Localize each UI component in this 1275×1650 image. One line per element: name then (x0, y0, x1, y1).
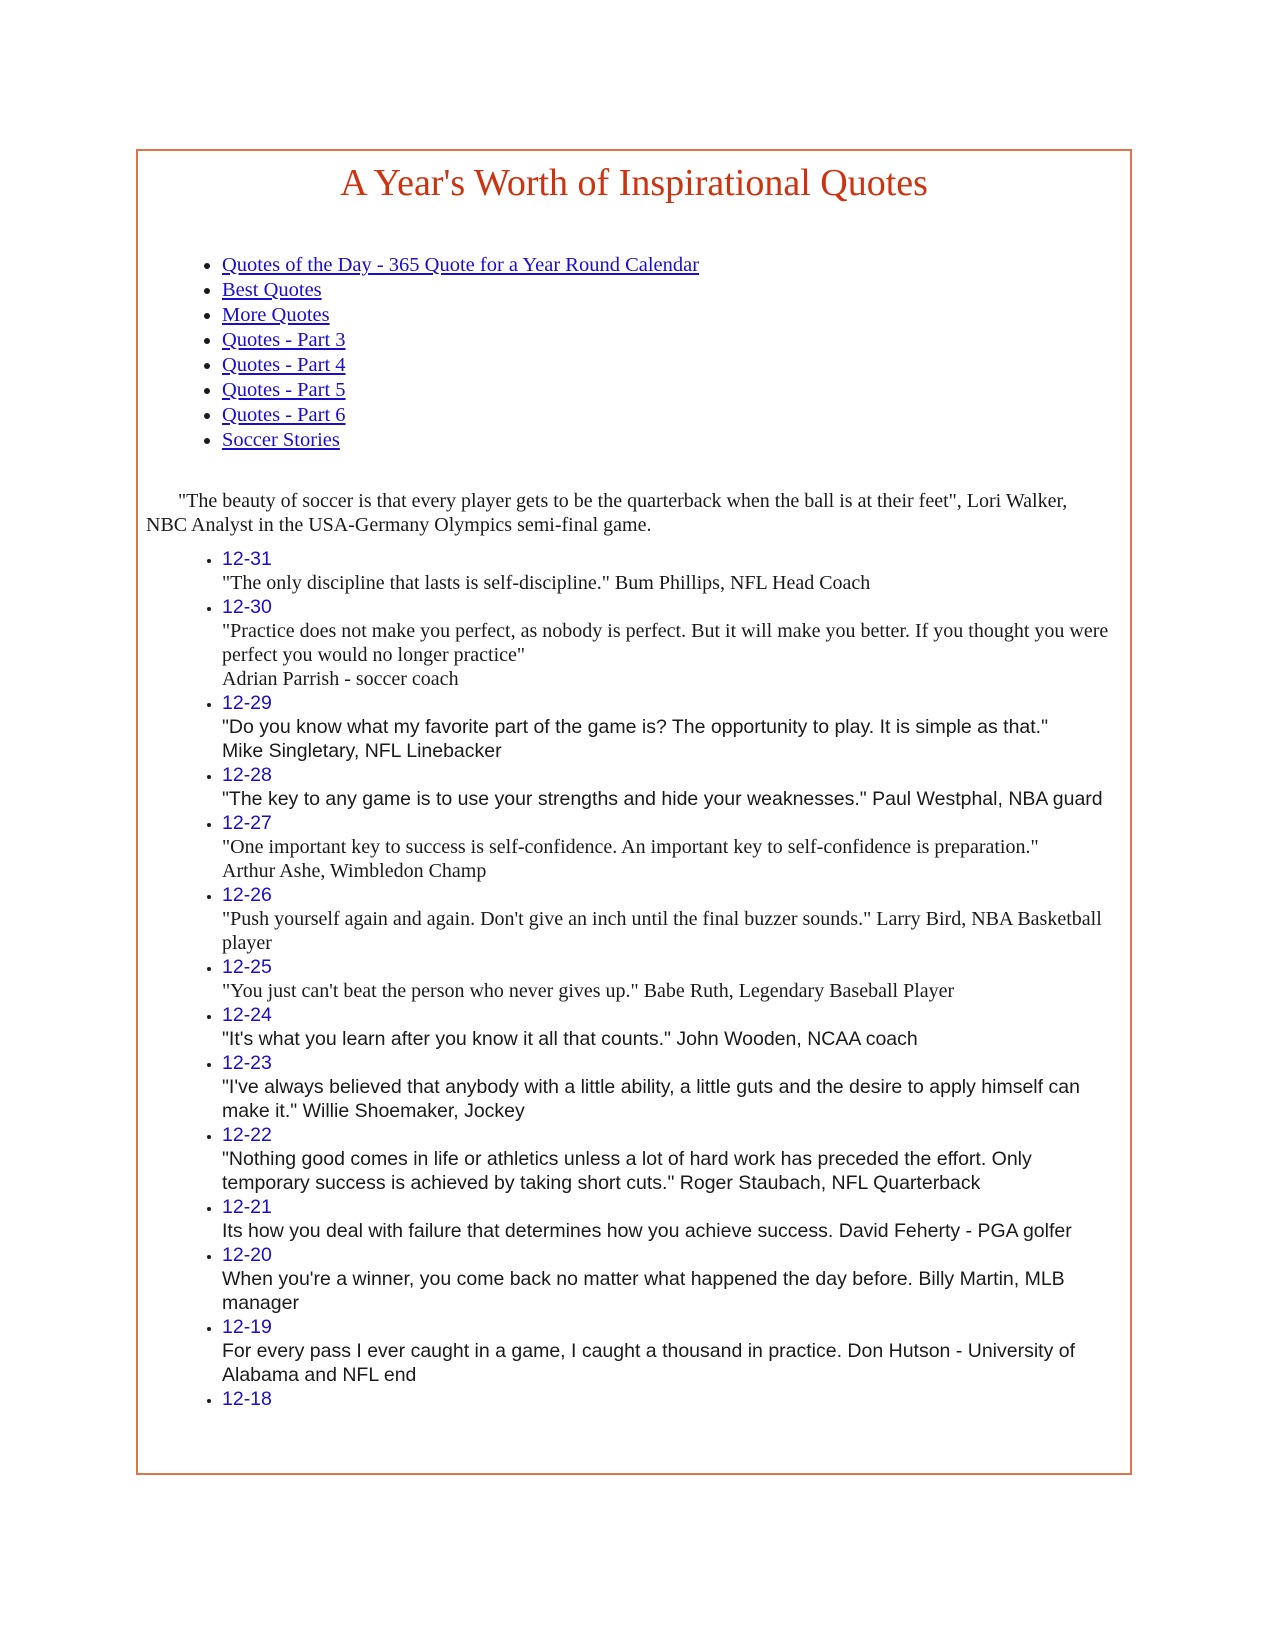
link-soccer-stories[interactable]: Soccer Stories (222, 429, 340, 451)
quote-item (222, 1243, 1112, 1315)
link-quotes-part-6[interactable]: Quotes - Part 6 (222, 404, 346, 426)
list-item (222, 353, 699, 378)
list-item (222, 378, 699, 403)
quote-text: "The key to any game is to use your strengths and hide your weaknesses." Paul Westphal, NBA guard (222, 788, 1103, 810)
quote-item (222, 811, 1112, 883)
quote-date: • 12-27 (222, 812, 272, 834)
quote-date: • 12-20 (222, 1244, 272, 1266)
list-item (222, 428, 699, 453)
quote-list (182, 547, 1112, 1411)
quote-item (222, 547, 1112, 595)
quote-date: • 12-23 (222, 1052, 272, 1074)
quote-text: When you're a winner, you come back no matter what happened the day before. Billy Martin, MLB manager (222, 1268, 1065, 1314)
page-frame (136, 149, 1132, 1475)
quote-text: "Do you know what my favorite part of the game is? The opportunity to play. It is simple as that." (222, 716, 1049, 738)
quote-item (222, 1315, 1112, 1387)
list-item (222, 278, 699, 303)
quote-item (222, 691, 1112, 763)
quote-date: • 12-19 (222, 1316, 272, 1338)
quote-date: • 12-25 (222, 956, 272, 978)
list-item (222, 253, 699, 278)
quote-date: • 12-30 (222, 596, 272, 618)
quote-text: "You just can't beat the person who never gives up." Babe Ruth, Legendary Baseball Player (222, 980, 955, 1002)
quote-text: "One important key to success is self-confidence. An important key to self-confidence is preparation." (222, 836, 1039, 858)
link-quotes-part-4[interactable]: Quotes - Part 4 (222, 354, 346, 376)
quote-item (222, 1003, 1112, 1051)
list-item (222, 403, 699, 428)
link-quotes-of-the-day[interactable]: Quotes of the Day - 365 Quote for a Year Round Calendar (222, 254, 700, 276)
quote-date: • 12-28 (222, 764, 272, 786)
quote-item (222, 955, 1112, 1003)
quote-text: Its how you deal with failure that determines how you achieve success. David Feherty - PGA golfer (222, 1220, 1072, 1242)
quote-item (222, 883, 1112, 955)
quote-date: • 12-31 (222, 548, 272, 570)
link-more-quotes[interactable]: More Quotes (222, 304, 330, 326)
intro-quote: "The beauty of soccer is that every player gets to be the quarterback when the ball is at their feet", Lori Walker, NBC Analyst in the USA-Germany Olympics semi-final game. (146, 490, 1068, 536)
list-item (222, 303, 699, 328)
quote-text: "It's what you learn after you know it all that counts." John Wooden, NCAA coach (222, 1028, 918, 1050)
link-quotes-part-3[interactable]: Quotes - Part 3 (222, 329, 346, 351)
quote-item (222, 1387, 1112, 1411)
link-quotes-part-5[interactable]: Quotes - Part 5 (222, 379, 346, 401)
quote-date: • 12-22 (222, 1124, 272, 1146)
link-best-quotes[interactable]: Best Quotes (222, 279, 322, 301)
quote-text: "The only discipline that lasts is self-discipline." Bum Phillips, NFL Head Coach (222, 572, 871, 594)
quote-date: • 12-26 (222, 884, 272, 906)
quote-date: • 12-21 (222, 1196, 272, 1218)
quote-text: "Nothing good comes in life or athletics unless a lot of hard work has preceded the effort. Only temporary success is achieved by taking short cuts." Roger Staubach, NFL Quarterback (222, 1148, 1032, 1194)
list-item (222, 328, 699, 353)
quote-text: "Practice does not make you perfect, as nobody is perfect. But it will make you better. If you thought you were perfect you would no longer practice" (222, 620, 1109, 666)
quote-text: For every pass I ever caught in a game, I caught a thousand in practice. Don Hutson - University of Alabama and NFL end (222, 1340, 1076, 1386)
quote-date: • 12-18 (222, 1388, 272, 1410)
quote-item (222, 595, 1112, 691)
quote-date: • 12-29 (222, 692, 272, 714)
quote-author: Mike Singletary, NFL Linebacker (222, 740, 502, 762)
quote-text: "Push yourself again and again. Don't give an inch until the final buzzer sounds." Larry Bird, NBA Basketball player (222, 908, 1102, 954)
link-list (182, 253, 699, 453)
quote-author: Adrian Parrish - soccer coach (222, 668, 459, 690)
quote-author: Arthur Ashe, Wimbledon Champ (222, 860, 487, 882)
page-title: A Year's Worth of Inspirational Quotes (340, 162, 928, 204)
quote-item (222, 1123, 1112, 1195)
quote-item (222, 1051, 1112, 1123)
quote-item (222, 1195, 1112, 1243)
quote-text: "I've always believed that anybody with a little ability, a little guts and the desire to apply himself can make it." Willie Shoemaker, Jockey (222, 1076, 1080, 1122)
quote-item (222, 763, 1112, 811)
quote-date: • 12-24 (222, 1004, 272, 1026)
